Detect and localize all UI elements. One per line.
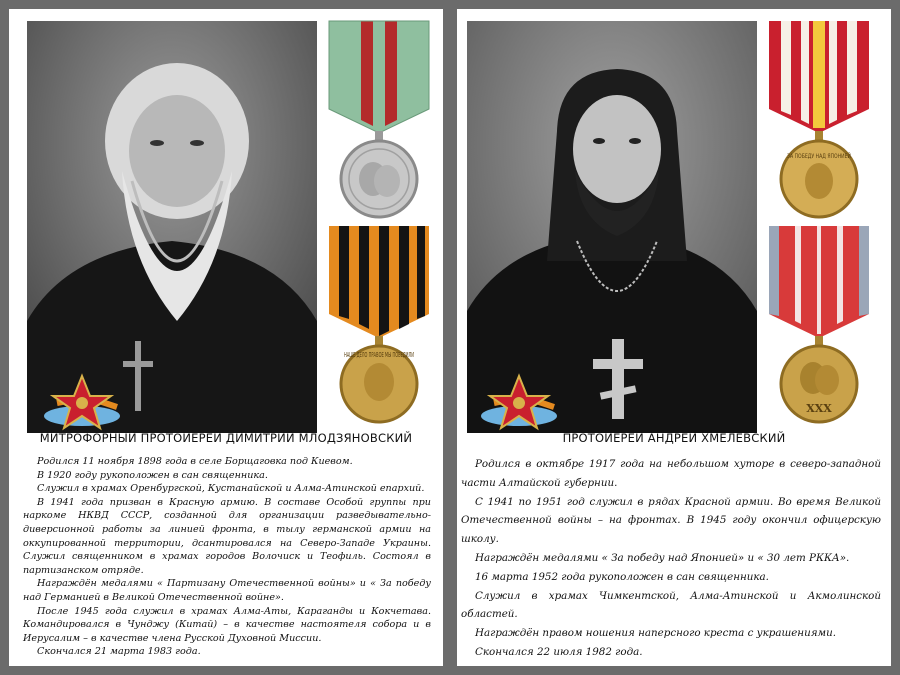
- victory-over-japan-medal-icon: [761, 21, 877, 221]
- bio-paragraph: Скончался 21 марта 1983 года.: [37, 646, 201, 658]
- priest-name-heading: ПРОТОИЕРЕЙ АНДРЕЙ ХМЕЛЕВСКИЙ: [562, 431, 786, 445]
- bio-paragraph: Родился в октябре 1917 года на небольшом хуторе в северо-западной части Алтайской губернии.: [461, 458, 881, 489]
- portrait-photo: [467, 21, 757, 433]
- bio-paragraph: Награждён правом ношения наперсного креста с украшениями.: [475, 627, 836, 640]
- medal-inscription: НАШЕ ДЕЛО ПРАВОЕ МЫ ПОБЕДИЛИ: [344, 351, 414, 359]
- thirty-years-rkka-medal-icon: [761, 226, 877, 426]
- priest-name-heading: МИТРОФОРНЫЙ ПРОТОИЕРЕЙ ДИМИТРИЙ МЛОДЗЯНОВСКИЙ: [39, 431, 413, 445]
- bio-paragraph: Служил в храмах Оренбургской, Кустанайской и Алма-Атинской епархий.: [37, 483, 425, 495]
- bio-paragraph: С 1941 по 1951 год служил в рядах Красной армии. Во время Великой Отечественной войны – на фронтах. В 1945 году окончил офицерскую школу.: [461, 495, 881, 546]
- bio-paragraph: В 1920 году рукоположен в сан священника.: [37, 469, 268, 481]
- portrait-photo-image: [467, 21, 757, 433]
- medal-inscription: ЗА ПОБЕДУ НАД ЯПОНИЕЙ: [787, 153, 851, 160]
- portrait-photo: [27, 21, 317, 433]
- medal-column: [761, 21, 877, 433]
- bio-paragraph: После 1945 года служил в храмах Алма-Аты, Караганды и Кокчетава. Командировался в Чунджу (Китай) – в качестве настоятеля собора и в Иерусалим – в качестве члена Русской Духовной Миссии.: [23, 605, 431, 644]
- bio-paragraph: 16 марта 1952 года рукоположен в сан священника.: [475, 570, 769, 583]
- right-panel: [457, 9, 891, 666]
- biography-text: [23, 455, 431, 659]
- bio-paragraph: Служил в храмах Чимкентской, Алма-Атинской и Акмолинской областей.: [461, 589, 881, 621]
- bio-paragraph: Награждён медалями « За победу над Японией» и « 30 лет РККА».: [475, 551, 850, 564]
- partisan-medal-icon: [321, 21, 437, 221]
- biography-text: [461, 455, 881, 662]
- medal-inscription: XXX: [806, 402, 832, 415]
- bio-paragraph: В 1941 года призван в Красную армию. В составе Особой группы при наркоме НКВД СССР, созданной для организации разведывательно-диверсионной работы за линией фронта, в тылу германской армии на оккупированной территории, дсантировался на Северо-Западе Украины. Служил священником в храмах городов Волочиск и Теофиль. Состоял в партизанском отряде.: [23, 496, 431, 576]
- victory-over-germany-medal-icon: [321, 226, 437, 426]
- bio-paragraph: Родился 11 ноября 1898 года в селе Борщаговка под Киевом.: [37, 456, 353, 467]
- left-panel: [9, 9, 443, 666]
- portrait-photo-image: [27, 21, 317, 433]
- medal-column: [321, 21, 437, 433]
- panel-divider: [443, 0, 457, 675]
- bio-paragraph: Скончался 22 июля 1982 года.: [475, 645, 643, 658]
- bio-paragraph: Награждён медалями « Партизану Отечественной войны» и « За победу над Германией в Великой Отечественной войне».: [23, 578, 431, 603]
